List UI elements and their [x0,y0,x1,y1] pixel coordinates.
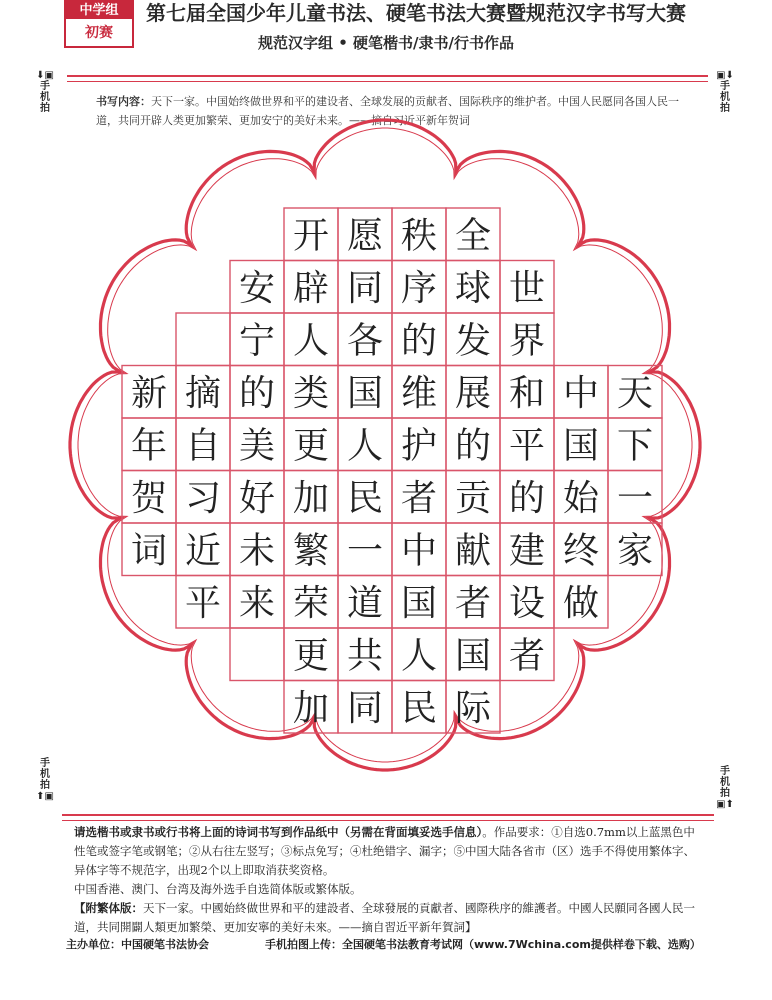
grid-character: 加 [292,477,330,519]
grid-character: 中 [562,372,600,414]
grid-character: 维 [400,372,438,414]
traditional-text: 天下一家。中國始終做世界和平的建設者、全球發展的貢獻者、國際秩序的維護者。中國人民願同各國人民一道，共同開闢人類更加繁榮、更加安寧的美好未來。——摘自習近平新年賀詞】 [74,901,695,934]
grid-character: 类 [292,372,330,414]
grid-character: 一 [346,530,384,572]
grid-character: 秩 [400,215,438,257]
content-label: 书写内容： [96,95,151,108]
grid-character: 更 [292,635,330,677]
grid-character: 发 [454,320,492,362]
grid-character: 始 [562,477,600,519]
grid-character: 同 [346,267,384,309]
grid-character: 好 [238,477,276,519]
grid-character: 词 [130,530,168,572]
grid-character: 摘 [184,372,222,414]
stamp-group-label: 中学组 [66,2,132,19]
grid-character: 界 [508,320,546,362]
grid-character: 者 [454,582,492,624]
grid-cell [230,628,284,681]
traditional-label: 【附繁体版： [74,901,143,915]
camera-icon: ▣⬇ [716,70,734,81]
grid-character: 终 [562,530,600,572]
grid-character: 和 [508,372,546,414]
grid-character: 道 [346,582,384,624]
grid-character: 的 [238,372,276,414]
grid-character: 加 [292,687,330,729]
side-note-text: 手机拍 [720,81,730,114]
grid-character: 民 [400,687,438,729]
side-note-text: 手机拍 [40,758,50,791]
grid-character: 美 [238,425,276,467]
content-text: 天下一家。中国始终做世界和平的建设者、全球发展的贡献者、国际秩序的维护者。中国人民愿同各国人民一道，共同开辟人类更加繁荣、更加安宁的美好未来。——摘自习近平新年贺词 [96,95,679,127]
grid-character: 未 [238,530,276,572]
grid-character: 国 [400,582,438,624]
grid-character: 平 [508,425,546,467]
grid-character: 共 [346,635,384,677]
grid-character: 同 [346,687,384,729]
grid-character: 全 [454,215,492,257]
grid-character: 民 [346,477,384,519]
page-title: 第七届全国少年儿童书法、硬笔书法大赛暨规范汉字书写大赛 [146,1,686,25]
writing-grid [122,208,662,733]
grid-character: 贡 [454,477,492,519]
grid-character: 国 [454,635,492,677]
grid-character: 平 [184,582,222,624]
grid-character: 国 [562,425,600,467]
camera-icon: ⬆▣ [36,791,54,802]
side-note-text: 手机拍 [720,766,730,799]
grid-character: 序 [400,267,438,309]
grid-character: 近 [184,530,222,572]
grid-character: 者 [400,477,438,519]
grid-character: 做 [562,582,600,624]
upload-info: 手机拍图上传：全国硬笔书法教育考试网（www.7Wchina.com提供样卷下载、选购） [265,938,701,951]
grid-character: 自 [184,425,222,467]
grid-character: 一 [616,477,654,519]
grid-character: 荣 [292,582,330,624]
grid-character: 球 [454,267,492,309]
instruction-bold: 请选楷书或隶书或行书将上面的诗词书写到作品纸中（另需在背面填妥选手信息） [74,825,483,839]
side-note-text: 手机拍 [40,81,50,114]
grid-character: 天 [616,372,654,414]
grid-character: 家 [616,530,654,572]
grid-character: 繁 [292,530,330,572]
stamp-round-label: 初赛 [85,25,113,41]
grid-character: 际 [454,687,492,729]
grid-character: 人 [346,425,384,467]
grid-character: 人 [400,635,438,677]
grid-character: 来 [238,582,276,624]
grid-character: 护 [400,425,438,467]
grid-character: 者 [508,635,546,677]
grid-character: 的 [508,477,546,519]
camera-icon: ▣⬆ [716,799,734,810]
grid-character: 新 [130,372,168,414]
grid-character: 建 [508,530,546,572]
grid-character: 愿 [346,215,384,257]
grid-character: 世 [508,267,546,309]
grid-character: 宁 [238,320,276,362]
grid-character: 国 [346,372,384,414]
grid-character: 各 [346,320,384,362]
instruction-rest: 。作品要求：①自选0.7mm以上蓝黑色中性笔或签字笔或钢笔；②从右往左竖写；③标点免写；④杜绝错字、漏字；⑤中国大陆各省市（区）选手不得使用繁体字、异体字等不规范字，出现2个以上即取消获奖资格。 [74,825,695,877]
scalloped-border-inner [78,128,692,762]
grid-character: 人 [292,320,330,362]
grid-character: 献 [454,530,492,572]
footer-instructions [74,823,704,937]
camera-icon: ⬇▣ [36,70,54,81]
hk-note: 中国香港、澳门、台湾及海外选手自选简体版或繁体版。 [74,882,362,896]
grid-character: 习 [184,477,222,519]
grid-character: 的 [400,320,438,362]
grid-character: 辟 [292,267,330,309]
grid-character: 安 [238,267,276,309]
grid-character: 更 [292,425,330,467]
page-subtitle: 规范汉字组 • 硬笔楷书/隶书/行书作品 [258,34,514,52]
grid-character: 开 [292,215,330,257]
grid-character: 下 [616,425,654,467]
grid-character: 中 [400,530,438,572]
grid-character: 设 [508,582,546,624]
grid-cell [176,313,230,366]
grid-character: 的 [454,425,492,467]
grid-character: 展 [454,372,492,414]
grid-character: 年 [130,425,168,467]
organizer: 主办单位：中国硬笔书法协会 [66,938,209,951]
grid-character: 贺 [130,477,168,519]
